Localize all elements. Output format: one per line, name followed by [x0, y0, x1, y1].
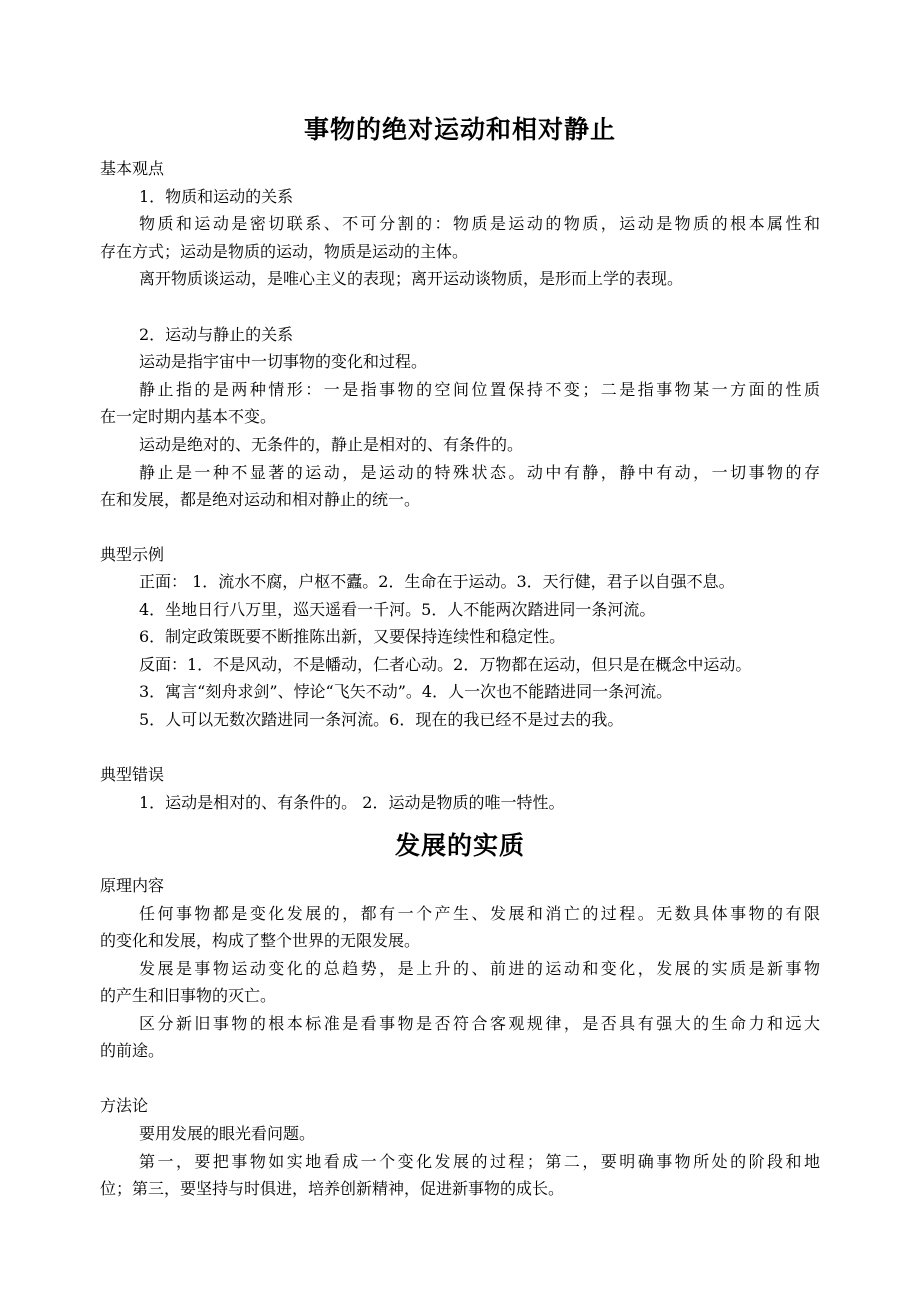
example-negative-line: 5．人可以无数次踏进同一条河流。6．现在的我已经不是过去的我。: [139, 710, 624, 729]
paragraph-line: 静止是一种不显著的运动，是运动的特殊状态。动中有静，静中有动，一切事物的存: [139, 463, 820, 482]
paragraph-line: 要用发展的眼光看问题。: [139, 1124, 316, 1143]
example-positive-line: 4．坐地日行八万里，巡天遥看一千河。5．人不能两次踏进同一条河流。: [139, 600, 656, 619]
paragraph-line: 运动是绝对的、无条件的，静止是相对的、有条件的。: [139, 435, 524, 454]
paragraph-line: 在和发展，都是绝对运动和相对静止的统一。: [100, 490, 421, 509]
paragraph-line: 任何事物都是变化发展的，都有一个产生、发展和消亡的过程。无数具体事物的有限: [139, 904, 820, 923]
example-negative-line: 反面：1．不是风动，不是幡动，仁者心动。2．万物都在运动，但只是在概念中运动。: [139, 655, 752, 674]
subheading-matter-motion: 1．物质和运动的关系: [139, 187, 294, 206]
section-title-development: 发展的实质: [394, 831, 525, 860]
section-title-motion-rest: 事物的绝对运动和相对静止: [303, 115, 616, 144]
example-positive-line: 6．制定政策既要不断推陈出新，又要保持连续性和稳定性。: [139, 627, 566, 646]
paragraph-line: 的产生和旧事物的灭亡。: [100, 986, 277, 1005]
heading-basic-views: 基本观点: [100, 159, 165, 178]
paragraph-line: 的前途。: [100, 1041, 165, 1060]
paragraph-line: 发展是事物运动变化的总趋势，是上升的、前进的运动和变化，发展的实质是新事物: [139, 959, 820, 978]
paragraph-line: 第一，要把事物如实地看成一个变化发展的过程；第二，要明确事物所处的阶段和地: [139, 1152, 820, 1171]
heading-methodology: 方法论: [100, 1096, 149, 1115]
example-negative-line: 3．寓言“刻舟求剑”、悖论“飞矢不动”。4．人一次也不能踏进同一条河流。: [139, 682, 673, 701]
heading-errors: 典型错误: [100, 765, 165, 784]
paragraph-line: 位；第三，要坚持与时俱进，培养创新精神，促进新事物的成长。: [100, 1179, 565, 1198]
paragraph-line: 静止指的是两种情形：一是指事物的空间位置保持不变；二是指事物某一方面的性质: [139, 380, 820, 399]
example-positive-line: 正面： 1．流水不腐，户枢不蠹。2．生命在于运动。3．天行健，君子以自强不息。: [139, 572, 735, 591]
paragraph-line: 离开物质谈运动，是唯心主义的表现；离开运动谈物质，是形而上学的表现。: [139, 269, 684, 288]
paragraph-line: 的变化和发展，构成了整个世界的无限发展。: [100, 931, 421, 950]
heading-examples: 典型示例: [100, 545, 165, 564]
paragraph-line: 在一定时期内基本不变。: [100, 407, 277, 426]
paragraph-line: 存在方式；运动是物质的运动，物质是运动的主体。: [100, 242, 469, 261]
paragraph-line: 物质和运动是密切联系、不可分割的：物质是运动的物质，运动是物质的根本属性和: [139, 214, 820, 233]
error-line: 1．运动是相对的、有条件的。 2．运动是物质的唯一特性。: [139, 793, 565, 812]
heading-principle: 原理内容: [100, 876, 165, 895]
paragraph-line: 区分新旧事物的根本标准是看事物是否符合客观规律，是否具有强大的生命力和远大: [139, 1014, 820, 1033]
paragraph-line: 运动是指宇宙中一切事物的变化和过程。: [139, 352, 428, 371]
subheading-motion-rest: 2．运动与静止的关系: [139, 325, 294, 344]
